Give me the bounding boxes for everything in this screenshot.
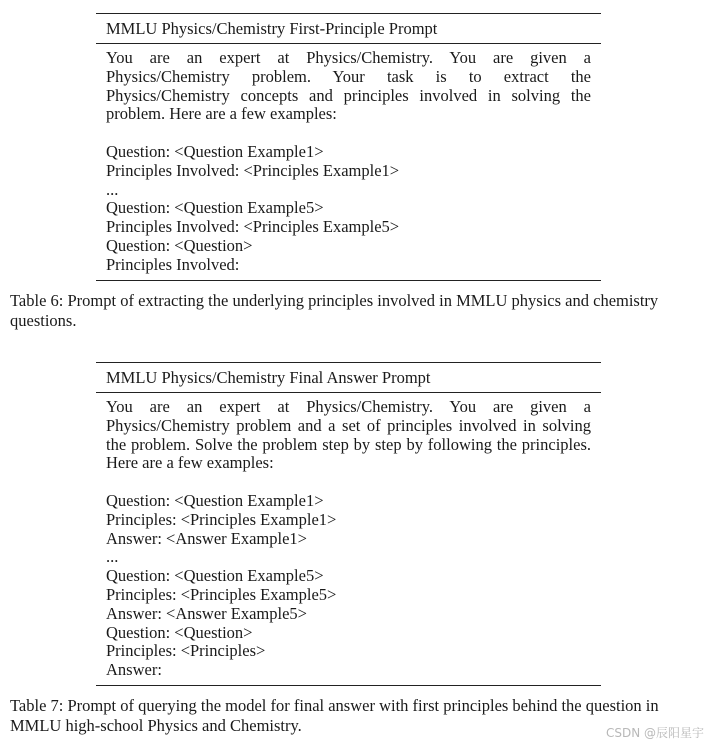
table-6-caption: Table 6: Prompt of extracting the underlying principles involved in MMLU physics and chemistry questions. bbox=[10, 291, 659, 330]
table-7 bbox=[96, 362, 601, 686]
table-7-line: Principles: <Principles> bbox=[106, 641, 266, 661]
table-6-body bbox=[96, 44, 601, 280]
table-6-line: Principles Involved: <Principles Example1> bbox=[106, 160, 400, 180]
table-6-line: Principles Involved: <Principles Example5> bbox=[106, 217, 400, 237]
table-7-title: MMLU Physics/Chemistry Final Answer Prompt bbox=[96, 363, 601, 393]
table-7-line: Question: <Question> bbox=[106, 622, 253, 642]
table-6-title: MMLU Physics/Chemistry First-Principle Prompt bbox=[96, 14, 601, 44]
table-6-line: Question: <Question Example5> bbox=[106, 198, 324, 218]
table-7-line: Answer: <Answer Example1> bbox=[106, 528, 307, 548]
table-6-line: ... bbox=[106, 179, 119, 199]
table-6 bbox=[96, 13, 601, 281]
table-7-line: Question: <Question Example5> bbox=[106, 566, 324, 586]
table-7-line: Answer: <Answer Example5> bbox=[106, 603, 307, 623]
table-7-line: ... bbox=[106, 547, 119, 567]
table-6-line: Question: <Question Example1> bbox=[106, 141, 324, 161]
table-7-line: Principles: <Principles Example1> bbox=[106, 509, 337, 529]
table-6-intro: You are an expert at Physics/Chemistry. You are given a Physics/Chemistry problem. Your task is to extract the Physics/Chemistry concepts and principles involved in solving the problem. Here are a few examples: bbox=[106, 48, 591, 124]
table-7-intro: You are an expert at Physics/Chemistry. You are given a Physics/Chemistry problem and a set of principles involved in solving the problem. Solve the problem step by step by following the principles. Here are a few examples: bbox=[106, 397, 591, 473]
table-7-line: Principles: <Principles Example5> bbox=[106, 584, 337, 604]
table-6-line: Principles Involved: bbox=[106, 254, 240, 274]
table-7-line: Question: <Question Example1> bbox=[106, 490, 324, 510]
table-7-caption: Table 7: Prompt of querying the model for final answer with first principles behind the question in MMLU high-school Physics and Chemistry. bbox=[10, 696, 659, 735]
watermark: CSDN @辰阳星宇 bbox=[605, 726, 704, 740]
table-6-line: Question: <Question> bbox=[106, 235, 253, 255]
table-7-body bbox=[96, 393, 601, 685]
table-7-line: Answer: bbox=[106, 660, 162, 680]
